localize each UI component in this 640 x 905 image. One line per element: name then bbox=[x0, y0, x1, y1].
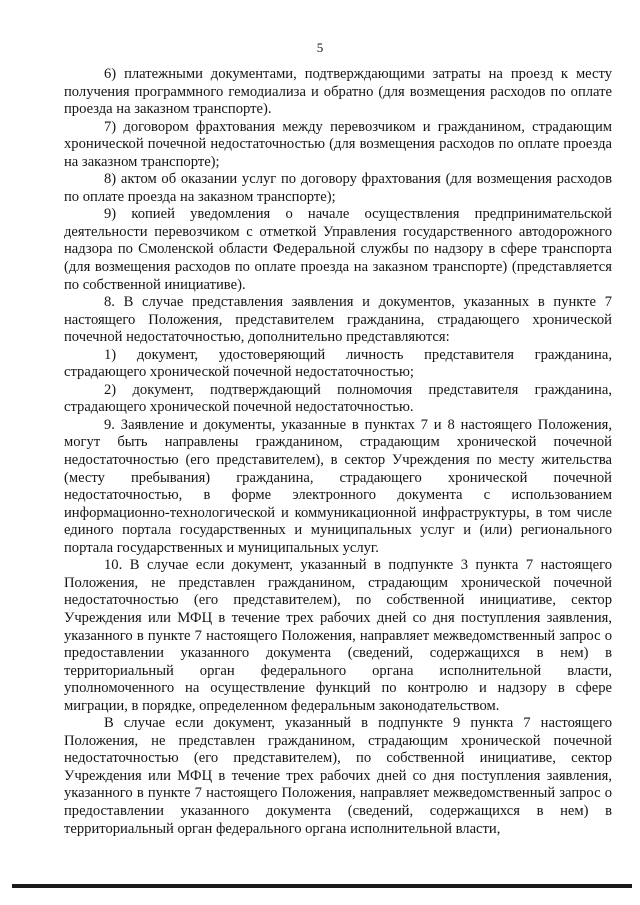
paragraph-section-10: 10. В случае если документ, указанный в подпункте 3 пункта 7 настоящего Положения, не представлен гражданином, страдающим хронической почечной недостаточностью (его представителем), по собственной инициативе, сектор Учреждения или МФЦ в течение трех рабочих дней со дня поступления заявления, указанного в пункте 7 настоящего Положения, направляет межведомственный запрос о предоставлении указанного документа (сведений, содержащихся в нем) в территориальный орган федерального органа исполнительной власти, уполномоченного на осуществление функций по контролю и надзору в сфере миграции, в порядке, определенном федеральным законодательством. bbox=[64, 557, 612, 714]
paragraph-item-8: 8) актом об оказании услуг по договору фрахтования (для возмещения расходов по оплате проезда на заказном транспорте); bbox=[64, 171, 612, 205]
page-number: 5 bbox=[316, 40, 324, 55]
bottom-scan-edge bbox=[12, 884, 632, 888]
paragraph-section-8: 8. В случае представления заявления и документов, указанных в пункте 7 настоящего Положения, представителем гражданина, страдающего хронической почечной недостаточностью, дополнительно представляются: bbox=[64, 294, 612, 346]
paragraph-subitem-2: 2) документ, подтверждающий полномочия представителя гражданина, страдающего хронической почечной недостаточностью. bbox=[64, 381, 612, 416]
document-body bbox=[64, 66, 612, 838]
paragraph-section-10-continued: В случае если документ, указанный в подпункте 9 пункта 7 настоящего Положения, не представлен гражданином, страдающим хронической почечной недостаточностью (его представителем), по собственной инициативе, сектор Учреждения или МФЦ в течение трех рабочих дней со дня поступления заявления, указанного в пункте 7 настоящего Положения, направляет межведомственный запрос о предоставлении указанного документа (сведений, содержащихся в нем) в территориальный орган федерального органа исполнительной власти, bbox=[64, 715, 612, 837]
paragraph-item-7: 7) договором фрахтования между перевозчиком и гражданином, страдающим хронической почечной недостаточностью (для возмещения расходов по оплате проезда на заказном транспорте); bbox=[64, 118, 612, 170]
paragraph-subitem-1: 1) документ, удостоверяющий личность представителя гражданина, страдающего хронической почечной недостаточностью; bbox=[64, 346, 612, 381]
paragraph-section-9: 9. Заявление и документы, указанные в пунктах 7 и 8 настоящего Положения, могут быть направлены гражданином, страдающим хронической почечной недостаточностью (его представителем), в сектор Учреждения по месту жительства (месту пребывания) гражданина, страдающего хронической почечной недостаточностью, в форме электронного документа с использованием информационно-технологической и коммуникационной инфраструктуры, в том числе единого портала государственных и муниципальных услуг и (или) регионального портала государственных и муниципальных услуг. bbox=[64, 416, 612, 556]
paragraph-item-9: 9) копией уведомления о начале осуществления предпринимательской деятельности перевозчиком с отметкой Управления государственного автодорожного надзора по Смоленской области Федеральной службы по надзору в сфере транспорта (для возмещения расходов по оплате проезда на заказном транспорте) (представляется по собственной инициативе). bbox=[64, 206, 612, 293]
paragraph-item-6: 6) платежными документами, подтверждающими затраты на проезд к месту получения программного гемодиализа и обратно (для возмещения расходов по оплате проезда на заказном транспорте). bbox=[64, 66, 612, 118]
